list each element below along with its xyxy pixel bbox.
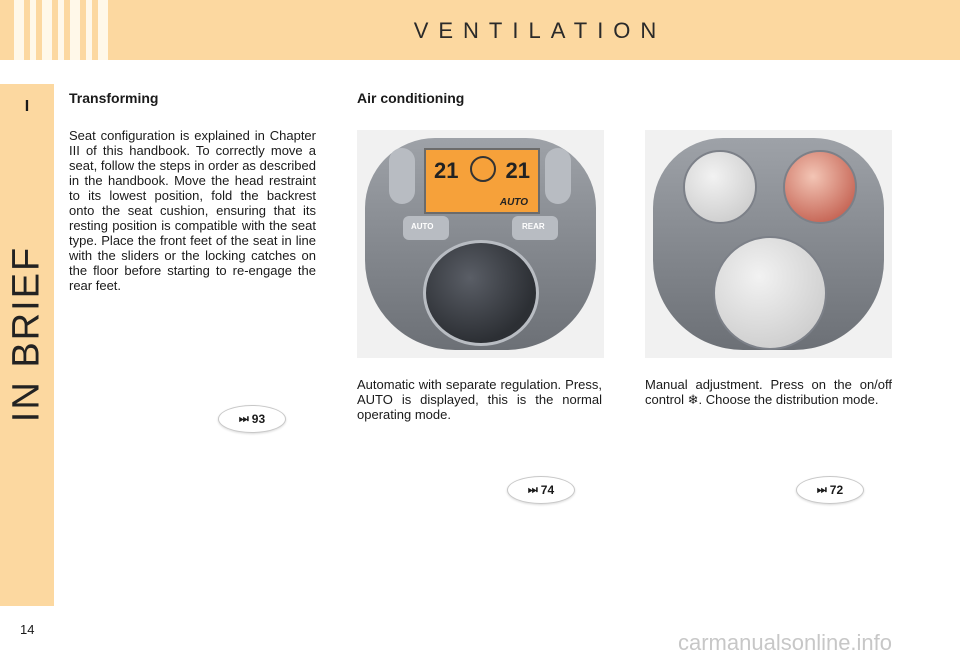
header-stripes <box>14 0 108 60</box>
auto-button[interactable]: AUTO <box>403 216 449 240</box>
automatic-text: Automatic with separate regulation. Press, AUTO is displayed, this is the normal operating mode. <box>357 377 602 422</box>
manual-text: Manual adjustment. Press on the on/off control ❄. Choose the distribution mode. <box>645 377 892 407</box>
right-temperature: 21 <box>505 158 530 183</box>
automatic-climate-panel-photo <box>357 130 604 358</box>
skip-forward-icon: ⏭ <box>816 483 824 496</box>
page-reference-number: 74 <box>540 483 555 497</box>
page-reference-74[interactable] <box>507 476 575 504</box>
air-conditioning-heading: Air conditioning <box>357 90 465 106</box>
page-number: 14 <box>20 622 35 637</box>
chapter-sidebar <box>0 84 54 606</box>
transforming-text: Seat configuration is explained in Chapter III of this handbook. To correctly move a seat, follow the steps in order as described in the handbook. Move the head restraint to its lowest position, fold the backrest onto the seat cushion, ensuring that its resting position is compatible with the seat type. Place the front feet of the seat in line with the sliders or the locking catches on the floor before starting to re-engage the rear feet. <box>69 128 316 293</box>
manual-climate-panel-photo <box>645 130 892 358</box>
skip-forward-icon: ⏭ <box>238 412 246 425</box>
watermark: carmanualsonline.info <box>678 630 893 655</box>
climate-display-screen <box>424 148 540 214</box>
skip-forward-icon: ⏭ <box>527 483 535 496</box>
auto-indicator: AUTO <box>499 197 528 208</box>
left-temperature: 21 <box>434 158 459 183</box>
transforming-heading: Transforming <box>69 90 159 106</box>
page-title: VENTILATION <box>413 18 667 43</box>
fan-icon <box>470 156 496 182</box>
page-reference-number: 72 <box>829 483 844 497</box>
page-reference-93[interactable] <box>218 405 286 433</box>
chapter-number: I <box>24 98 30 115</box>
right-temperature-buttons[interactable] <box>545 148 571 204</box>
temperature-knob[interactable] <box>783 150 857 224</box>
rear-button[interactable]: REAR <box>512 216 558 240</box>
page-header <box>0 0 960 60</box>
page-reference-72[interactable] <box>796 476 864 504</box>
chapter-label: IN BRIEF <box>5 245 48 423</box>
distribution-control[interactable] <box>423 240 539 346</box>
page-reference-number: 93 <box>251 412 266 426</box>
fan-speed-knob[interactable] <box>683 150 757 224</box>
left-temperature-buttons[interactable] <box>389 148 415 204</box>
distribution-knob[interactable] <box>713 236 827 350</box>
